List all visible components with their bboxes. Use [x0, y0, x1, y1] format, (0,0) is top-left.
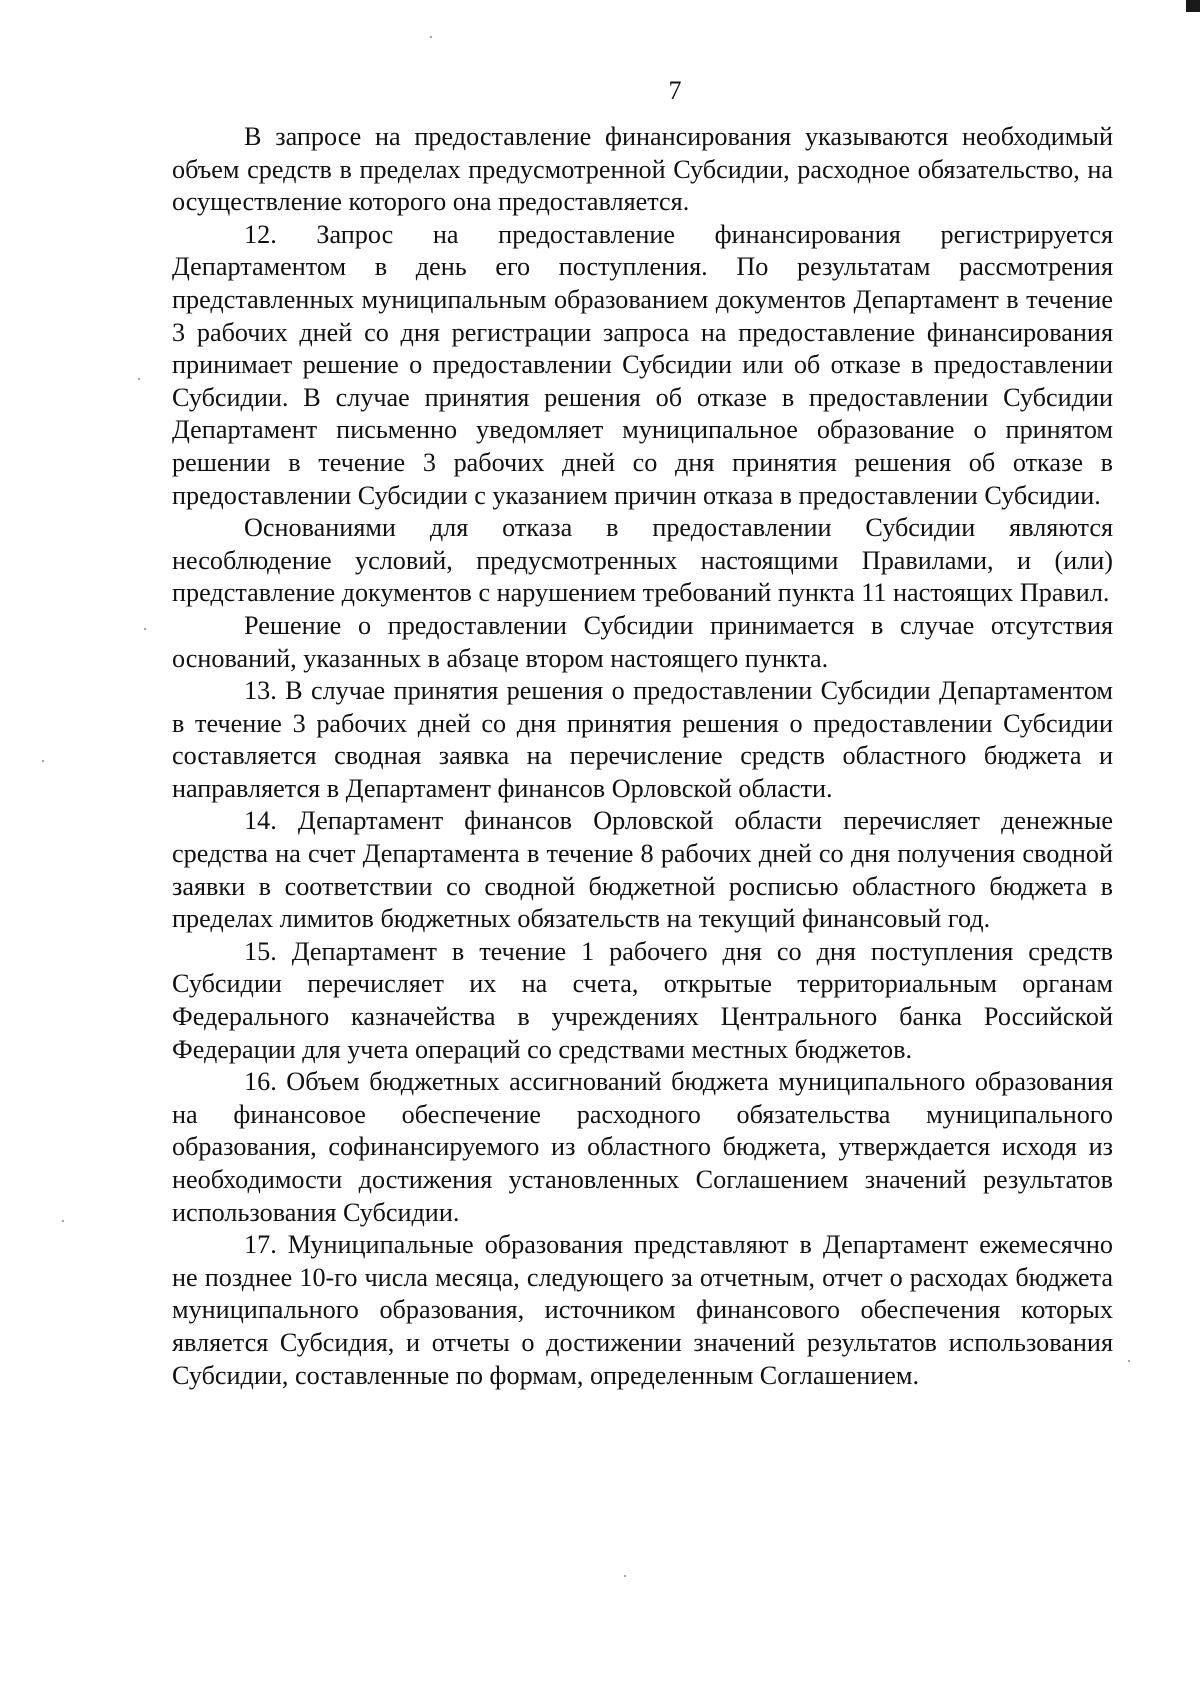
scan-speck: [144, 628, 146, 630]
paragraph-14-funds-transfer: 14. Департамент финансов Орловской области перечисляет денежные средства на счет Департамента в течение 8 рабочих дней со дня получения сводной заявки в соответствии со сводной бюджетной росписью областного бюджета в пределах лимитов бюджетных обязательств на текущий финансовый год.: [172, 806, 1113, 934]
scan-speck: [42, 760, 44, 762]
paragraph-16-budget-allocations: 16. Объем бюджетных ассигнований бюджета муниципального образования на финансовое обеспечение расходного обязательства муниципального образования, софинансируемого из областного бюджета, утверждается исходя из необходимости достижения установленных Соглашением значений результатов использования Субсидии.: [172, 1067, 1113, 1227]
scan-speck: [138, 378, 140, 380]
document-body: [172, 121, 1113, 1392]
paragraph-refusal-grounds: Основаниями для отказа в предоставлении Субсидии являются несоблюдение условий, предусмотренных настоящими Правилами, и (или) представление документов с нарушением требований пункта 11 настоящих Правил.: [172, 513, 1113, 608]
scan-speck: [624, 1575, 626, 1577]
paragraph-15-transfer-to-accounts: 15. Департамент в течение 1 рабочего дня со дня поступления средств Субсидии перечисляет их на счета, открытые территориальным органам Федерального казначейства в учреждениях Центрального банка Российской Федерации для учета операций со средствами местных бюджетов.: [172, 936, 1113, 1064]
paragraph-12-request-registration: 12. Запрос на предоставление финансирования регистрируется Департаментом в день его поступления. По результатам рассмотрения представленных муниципальным образованием документов Департамент в течение 3 рабочих дней со дня регистрации запроса на предоставление финансирования принимает решение о предоставлении Субсидии или об отказе в предоставлении Субсидии. В случае принятия решения об отказе в предоставлении Субсидии Департамент письменно уведомляет муниципальное образование о принятом решении в течение 3 рабочих дней со дня принятия решения об отказе в предоставлении Субсидии с указанием причин отказа в предоставлении Субсидии.: [172, 219, 1113, 510]
page-number: 7: [668, 76, 682, 105]
scan-speck: [430, 36, 432, 38]
scan-speck: [62, 1220, 64, 1222]
paragraph-13-consolidated-request: 13. В случае принятия решения о предоставлении Субсидии Департаментом в течение 3 рабочих дней со дня принятия решения о предоставлении Субсидии составляется сводная заявка на перечисление средств областного бюджета и направляется в Департамент финансов Орловской области.: [172, 676, 1113, 803]
paragraph-17-monthly-reports: 17. Муниципальные образования представляют в Департамент ежемесячно не позднее 10-го числа месяца, следующего за отчетным, отчет о расходах бюджета муниципального образования, источником финансового обеспечения которых является Субсидия, и отчеты о достижении значений результатов использования Субсидии, составленные по формам, определенным Соглашением.: [172, 1230, 1113, 1390]
scan-speck: [1128, 1360, 1130, 1362]
paragraph-approval-decision: Решение о предоставлении Субсидии принимается в случае отсутствия оснований, указанных в абзаце втором настоящего пункта.: [172, 610, 1113, 673]
scan-corner-mark: [1186, 0, 1200, 12]
paragraph-funding-request-contents: В запросе на предоставление финансирования указываются необходимый объем средств в пределах предусмотренной Субсидии, расходное обязательство, на осуществление которого она предоставляется.: [172, 122, 1113, 217]
